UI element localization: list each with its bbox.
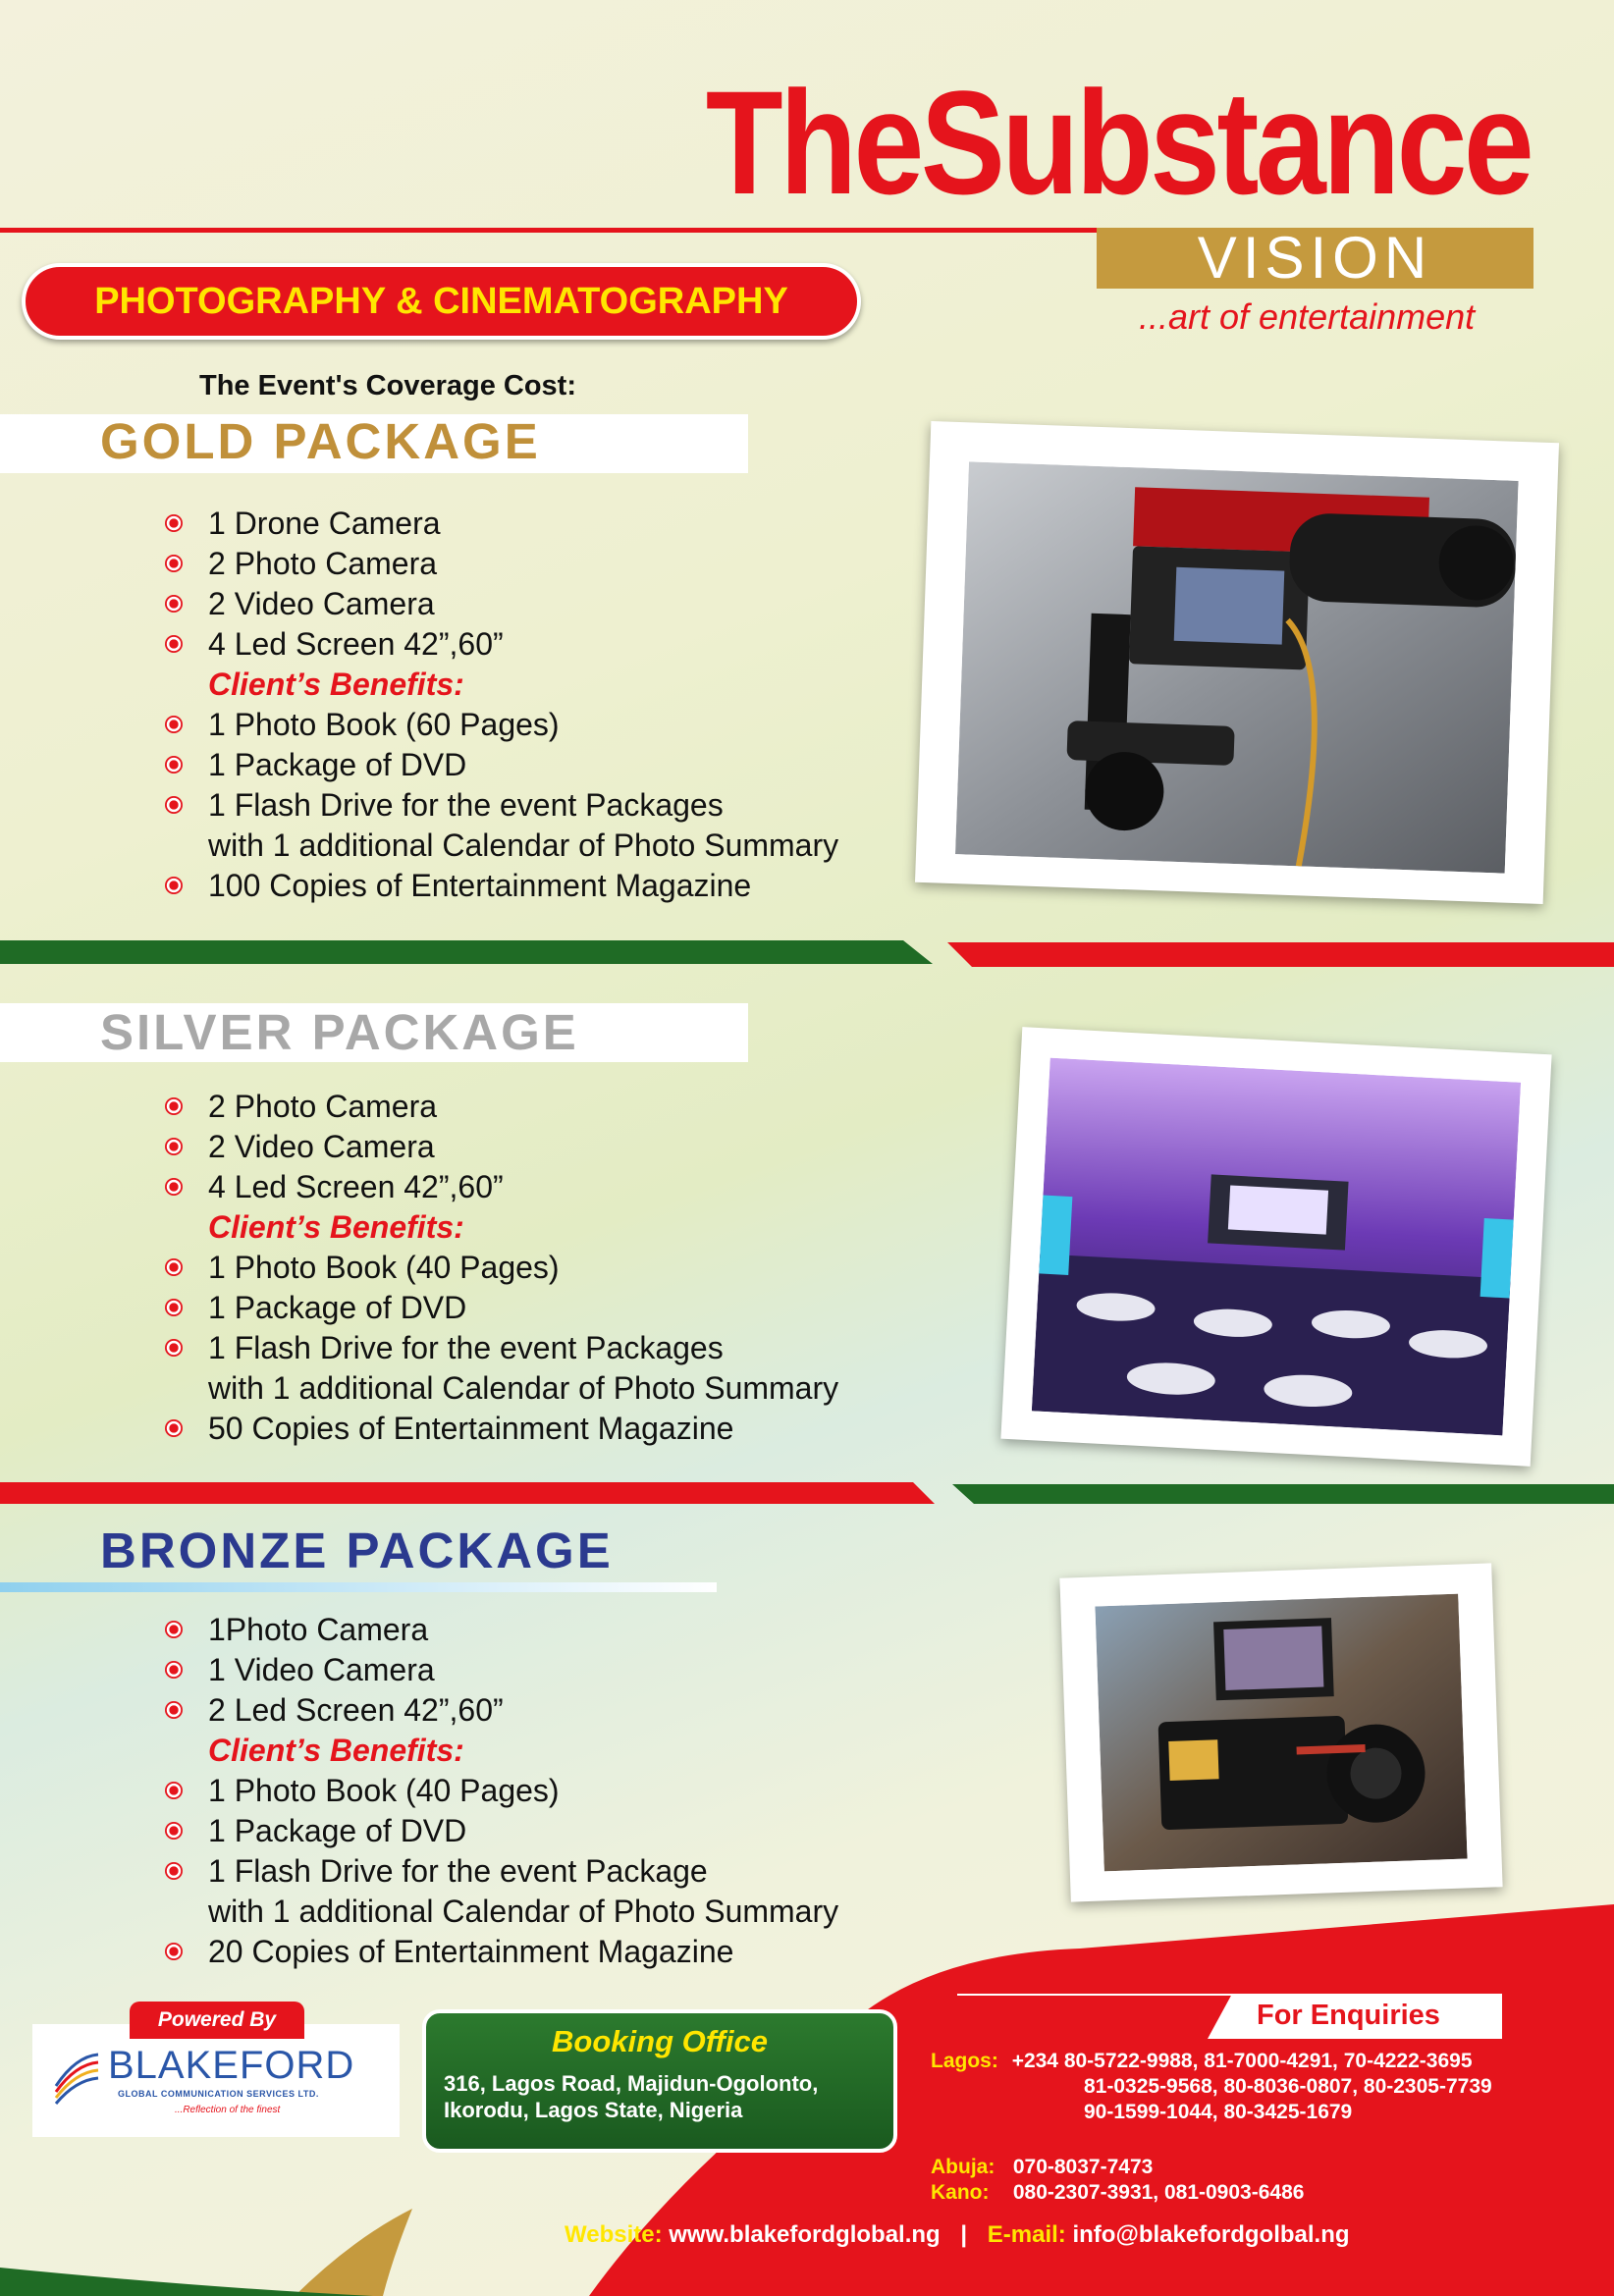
gold-divider-red [947, 942, 1614, 967]
benefits-heading: Client’s Benefits: [208, 1733, 464, 1768]
footer-contact: Website: www.blakefordglobal.ng | E-mail: info@blakefordgolbal.ng [565, 2221, 1350, 2248]
bullet-icon [165, 1822, 183, 1840]
list-item: 1 Photo Book (40 Pages) [157, 1771, 838, 1811]
blakeford-subtitle: GLOBAL COMMUNICATION SERVICES LTD. [118, 2089, 319, 2099]
list-item: 1 Flash Drive for the event Packages [157, 785, 838, 826]
gold-divider-green [0, 940, 933, 964]
list-item: 1 Photo Book (40 Pages) [157, 1248, 838, 1288]
blakeford-swoosh-icon [51, 2047, 102, 2106]
event-hall-photo [1000, 1027, 1551, 1467]
list-item: 2 Video Camera [157, 584, 838, 624]
bullet-icon [165, 1178, 183, 1196]
silver-divider-red [0, 1482, 935, 1504]
cost-label: The Event's Coverage Cost: [199, 370, 576, 401]
list-item: 1 Photo Book (60 Pages) [157, 705, 838, 745]
gold-package-title: GOLD PACKAGE [100, 413, 541, 469]
list-item: 100 Copies of Entertainment Magazine [157, 866, 838, 906]
list-item-continuation: with 1 additional Calendar of Photo Summary [208, 1894, 839, 1929]
contact-lagos-line2: 81-0325-9568, 80-8036-0807, 80-2305-7739 [1084, 2075, 1492, 2098]
website-link[interactable]: www.blakefordglobal.ng [669, 2221, 941, 2248]
booking-office-title: Booking Office [552, 2024, 768, 2058]
booking-office-address: 316, Lagos Road, Majidun-Ogolonto, Ikorodu, Lagos State, Nigeria [444, 2071, 819, 2122]
contact-abuja: Abuja: 070-8037-7473 [931, 2156, 1154, 2178]
event-hall-image [1032, 1058, 1521, 1436]
list-item: 1 Drone Camera [157, 504, 838, 544]
bullet-icon [165, 555, 183, 572]
bullet-icon [165, 1621, 183, 1638]
list-item: 1 Package of DVD [157, 1288, 838, 1328]
bullet-icon [165, 1258, 183, 1276]
bullet-icon [165, 877, 183, 894]
list-item: 1 Package of DVD [157, 1811, 838, 1851]
list-item: 20 Copies of Entertainment Magazine [157, 1932, 838, 1972]
bronze-title-underline [0, 1582, 717, 1592]
silver-divider-green [952, 1484, 1614, 1504]
camera-rig-photo [915, 421, 1559, 904]
list-item: 1 Flash Drive for the event Package [157, 1851, 838, 1892]
list-item: 1 Package of DVD [157, 745, 838, 785]
header-rule [0, 228, 1100, 233]
list-item: 2 Video Camera [157, 1127, 838, 1167]
gold-package-list [157, 504, 838, 906]
silver-package-title: SILVER PACKAGE [100, 1004, 579, 1060]
list-item: 1 Video Camera [157, 1650, 838, 1690]
silver-package-list [157, 1087, 838, 1449]
camera-rig-image [955, 461, 1519, 873]
list-item-continuation: with 1 additional Calendar of Photo Summary [208, 1370, 839, 1406]
contact-lagos: Lagos: +234 80-5722-9988, 81-7000-4291, 70-4222-3695 [931, 2050, 1473, 2072]
list-item: 4 Led Screen 42”,60” [157, 1167, 838, 1207]
contact-kano: Kano: 080-2307-3931, 081-0903-6486 [931, 2181, 1305, 2204]
bullet-icon [165, 1943, 183, 1960]
list-item: 1Photo Camera [157, 1610, 838, 1650]
bullet-icon [165, 1339, 183, 1357]
brand-title: TheSubstance [705, 60, 1531, 225]
cinema-camera-image [1095, 1594, 1467, 1872]
bullet-icon [165, 756, 183, 774]
footer-gold-corner [295, 2209, 412, 2296]
blakeford-name: BLAKEFORD [108, 2044, 355, 2087]
email-link[interactable]: info@blakefordgolbal.ng [1072, 2221, 1350, 2248]
bullet-icon [165, 1138, 183, 1155]
list-item: 1 Flash Drive for the event Packages [157, 1328, 838, 1368]
bullet-icon [165, 796, 183, 814]
bullet-icon [165, 1661, 183, 1679]
list-item: 2 Photo Camera [157, 1087, 838, 1127]
list-item: 2 Photo Camera [157, 544, 838, 584]
bullet-icon [165, 1782, 183, 1799]
contact-lagos-line3: 90-1599-1044, 80-3425-1679 [1084, 2101, 1353, 2123]
list-item: 2 Led Screen 42”,60” [157, 1690, 838, 1731]
brand-subtitle: VISION [1197, 225, 1433, 291]
brand-tagline: ...art of entertainment [1139, 296, 1476, 337]
bullet-icon [165, 1701, 183, 1719]
bullet-icon [165, 1097, 183, 1115]
bronze-package-title: BRONZE PACKAGE [100, 1522, 614, 1578]
powered-by-label: Powered By [130, 2002, 304, 2039]
bullet-icon [165, 595, 183, 613]
bullet-icon [165, 1299, 183, 1316]
bullet-icon [165, 635, 183, 653]
bullet-icon [165, 1862, 183, 1880]
bullet-icon [165, 514, 183, 532]
bullet-icon [165, 1419, 183, 1437]
bronze-package-list [157, 1610, 838, 1972]
blakeford-slogan: ...Reflection of the finest [175, 2105, 281, 2115]
category-banner-text: PHOTOGRAPHY & CINEMATOGRAPHY [94, 281, 788, 322]
list-item: 4 Led Screen 42”,60” [157, 624, 838, 665]
list-item: 50 Copies of Entertainment Magazine [157, 1409, 838, 1449]
bullet-icon [165, 716, 183, 733]
cinema-camera-photo [1059, 1563, 1502, 1901]
list-item-continuation: with 1 additional Calendar of Photo Summary [208, 828, 839, 863]
benefits-heading: Client’s Benefits: [208, 667, 464, 702]
benefits-heading: Client’s Benefits: [208, 1209, 464, 1245]
enquiries-title: For Enquiries [1257, 2000, 1440, 2031]
